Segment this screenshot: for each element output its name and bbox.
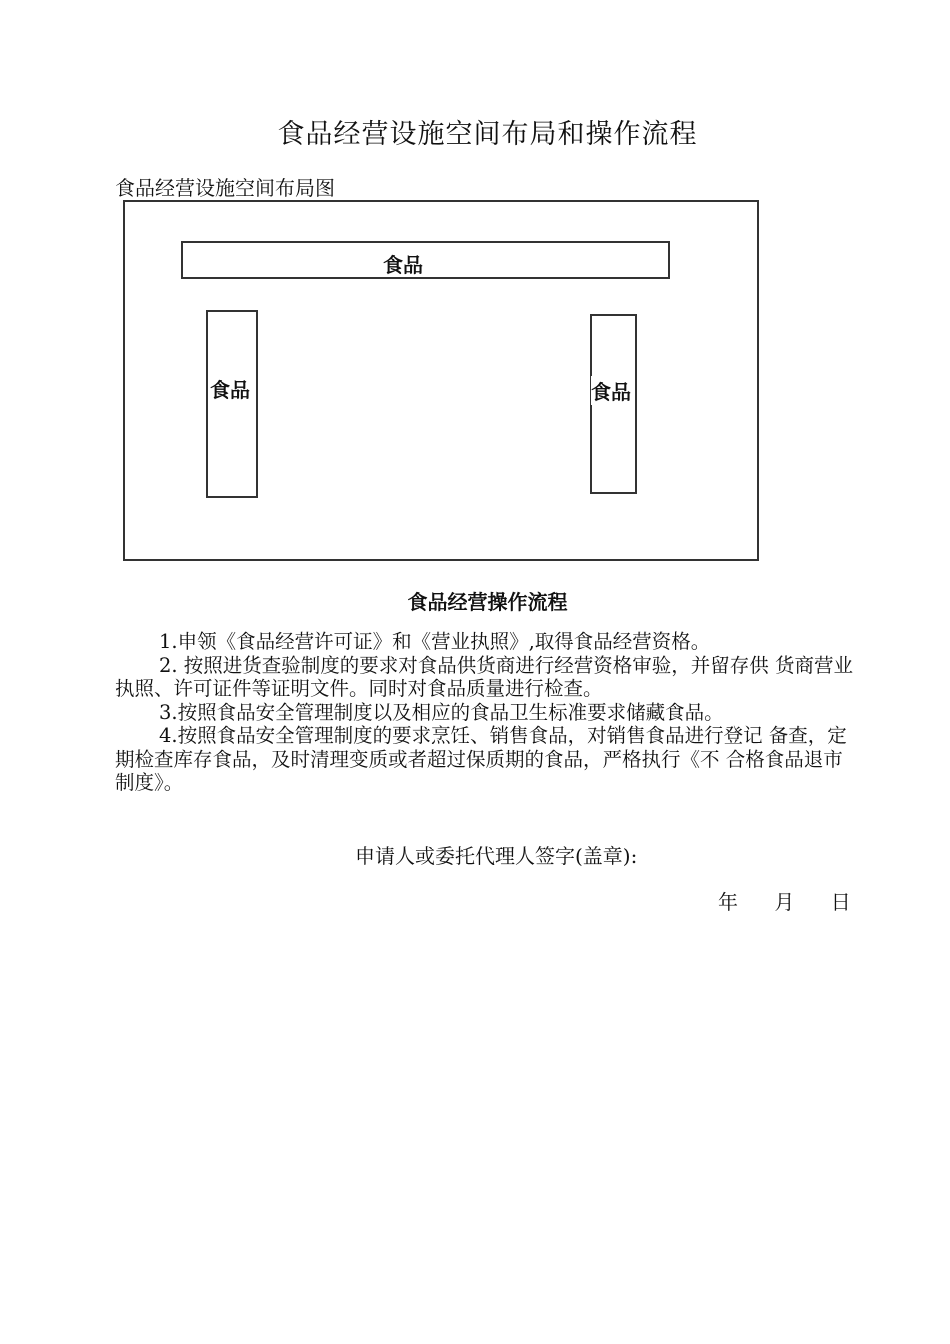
- process-steps: [115, 630, 860, 795]
- shelf-left: [206, 310, 258, 498]
- process-heading: 食品经营操作流程: [407, 590, 568, 614]
- date-line: 年 月 日: [718, 890, 851, 914]
- shelf-top-label: 食品: [383, 253, 423, 277]
- step-4: 4.按照食品安全管理制度的要求烹饪、销售食品，对销售食品进行登记 备查，定期检查库存食品，及时清理变质或者超过保质期的食品，严格执行《不 合格食品退市制度》。: [115, 724, 847, 794]
- step-3: 3.按照食品安全管理制度以及相应的食品卫生标准要求储藏食品。: [159, 700, 724, 724]
- step-2: 2. 按照进货查验制度的要求对食品供货商进行经营资格审验，并留存供 货商营业执照、许可证件等证明文件。同时对食品质量进行检查。: [115, 653, 854, 700]
- layout-diagram: [123, 200, 759, 561]
- signature-label: 申请人或委托代理人签字(盖章):: [355, 844, 638, 868]
- layout-caption: 食品经营设施空间布局图: [115, 176, 335, 200]
- shelf-left-label: 食品: [210, 374, 250, 403]
- page-title: 食品经营设施空间布局和操作流程: [277, 119, 698, 150]
- shelf-right: [590, 314, 637, 494]
- shelf-top: [181, 241, 670, 279]
- step-1: 1.申领《食品经营许可证》和《营业执照》,取得食品经营资格。: [159, 630, 711, 653]
- shelf-right-label: 食品: [591, 376, 631, 405]
